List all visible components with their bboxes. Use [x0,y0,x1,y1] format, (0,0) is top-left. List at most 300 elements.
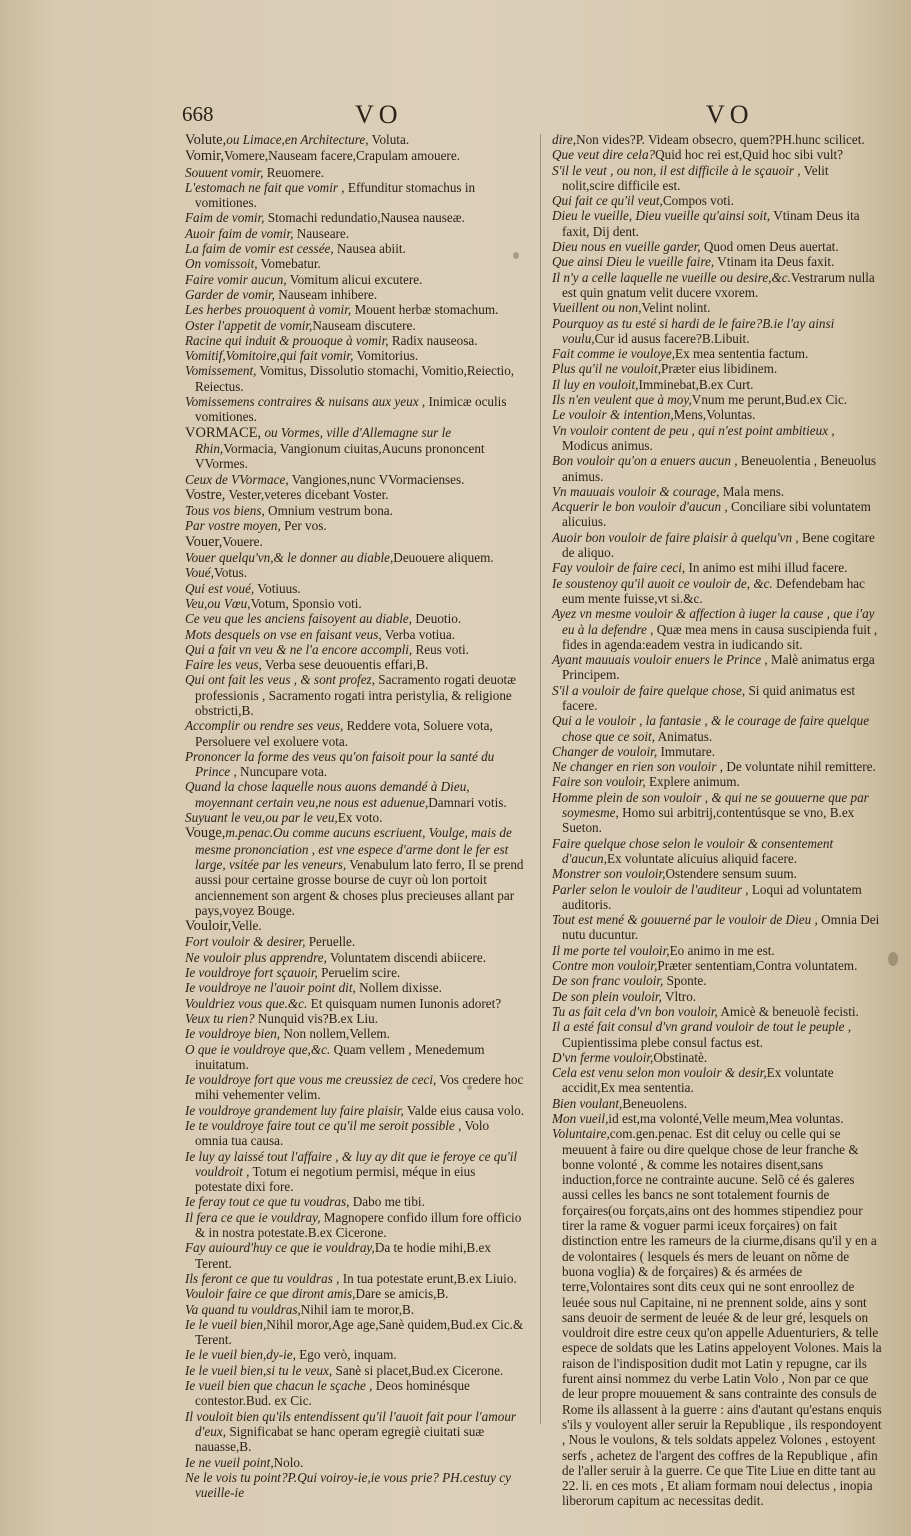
dictionary-entry [552,836,882,867]
dictionary-entry [185,718,525,749]
dictionary-entry [185,565,525,580]
entry-latin-translation: Vestrarum nulla est quin gnatum velit ducere vxorem. [562,269,875,300]
entry-french-phrase: Voluntaire, [552,1126,610,1142]
right-column [552,132,882,1509]
entry-french-phrase: S'il le veut , ou non, il est difficile à le sçauoir , [552,162,801,178]
dictionary-entry [185,1302,525,1317]
entry-latin-translation: Mouent herbæ stomachum. [351,302,499,318]
entry-latin-translation: Quam vellem , Menedemum inuitatum. [195,1041,485,1072]
entry-latin-translation: Defendebam hac eum mente fuisse,vt si.&c. [562,575,865,606]
entry-french-phrase: ou Limace,en Architecture, [226,132,369,147]
dictionary-entry [185,256,525,271]
dictionary-entry [185,550,525,565]
dictionary-entry [185,980,525,995]
entry-french-phrase: Faire vomir aucun, [185,271,287,287]
dictionary-entry [552,530,882,561]
entry-french-phrase: O que ie vouldroye que,&c. [185,1041,331,1057]
entry-french-phrase: Va quand tu vouldras, [185,1301,301,1317]
entry-french-phrase: Ie vouldroye fort sçauoir, [185,965,318,981]
entry-french-phrase: Faim de vomir, [185,210,265,226]
left-running-title: VO [355,100,403,129]
entry-latin-translation: Vomitorius. [353,348,419,364]
entry-french-phrase: Veux tu rien? [185,1010,255,1026]
dictionary-entry [185,950,525,965]
dictionary-entry [185,779,525,810]
dictionary-entry [552,377,882,392]
entry-french-phrase: Ie le vueil bien,dy-ie, [185,1347,296,1363]
entry-latin-translation: Nauseare. [293,225,350,241]
entry-headword: Volute, [185,132,227,148]
dictionary-entry [552,989,882,1004]
entry-french-phrase: dire, [552,132,577,147]
entry-french-phrase: Tout est mené & gouuerné par le vouloir de Dieu , [552,912,818,928]
entry-latin-translation: Vtinam ita Deus faxit. [714,254,835,270]
entry-latin-translation: Cupientissima plebe consul factus est. [562,1034,764,1050]
dictionary-entry [185,1455,525,1470]
entry-french-phrase: Veu,ou Vœu, [185,595,251,611]
entry-latin-translation: Eo animo in me est. [669,942,775,958]
entry-latin-translation: Amicè & beneuolè fecisti. [717,1003,859,1019]
entry-latin-translation: Conciliare sibi voluntatem alicuius. [562,499,871,530]
dictionary-entry [552,484,882,499]
dictionary-entry [185,148,525,164]
entry-french-phrase: Cela est venu selon mon vouloir & desir, [552,1065,767,1081]
dictionary-entry [185,596,525,611]
entry-french-phrase: Auoir faim de vomir, [185,225,294,241]
entry-latin-translation: Beneuolentia , Beneuolus animus. [562,453,877,484]
entry-french-phrase: Il me porte tel vouloir, [552,942,670,958]
dictionary-entry [185,1347,525,1362]
left-column [185,132,525,1500]
entry-latin-translation: In tua potestate erunt,B.ex Liuio. [339,1270,517,1286]
entry-latin-translation: Compos voti. [662,193,734,209]
entry-latin-translation: Verba sese deuouentis effari,B. [261,657,429,673]
entry-latin-translation: Vomebatur. [257,256,321,272]
entry-latin-translation: id est,ma volonté,Velle meum,Mea voluntas. [608,1111,844,1126]
entry-french-phrase: Fay vouloir de faire ceci, [552,560,686,576]
entry-latin-translation: Ex voto. [337,810,383,826]
dictionary-entry [552,973,882,988]
entry-french-phrase: Ie vouldroye grandement luy faire plaisir, [185,1102,404,1118]
entry-latin-translation: Stomachi redundatio,Nausea nauseæ. [264,210,465,226]
entry-french-phrase: Ils feront ce que tu vouldras , [185,1270,340,1286]
entry-latin-translation: Effunditur stomachus in vomitiones. [195,179,476,211]
entry-french-phrase: Les herbes prouoquent à vomir, [185,302,352,318]
dictionary-entry [552,774,882,789]
dictionary-entry [185,934,525,949]
dictionary-entry [185,333,525,348]
dictionary-entry [185,1240,525,1271]
dictionary-entry [185,394,525,425]
entry-french-phrase: Fay auiourd'huy ce que ie vouldray, [185,1240,375,1256]
entry-latin-translation: Deos hominésque contestor.Bud. ex Cic. [195,1378,470,1409]
entry-french-phrase: Ne vouloir plus apprendre, [185,949,327,965]
dictionary-entry [185,272,525,287]
page-header [0,100,911,130]
dictionary-entry [552,713,882,744]
dictionary-entry [185,302,525,317]
dictionary-entry [552,346,882,361]
entry-latin-translation: Obstinatè. [653,1049,708,1065]
entry-latin-translation: Deuouere aliquem. [393,550,494,566]
entry-latin-translation: Vtinam Deus ita faxit, Dij dent. [562,208,860,239]
dictionary-entry [552,958,882,973]
entry-french-phrase: Ie le vueil bien,si tu le veux, [185,1362,333,1378]
dictionary-entry [552,759,882,774]
entry-french-phrase: La faim de vomir est cessée, [185,241,334,257]
entry-french-phrase: Ie vouldroye ne l'auoir point dit, [185,980,356,996]
entry-french-phrase: Qui a le vouloir , la fantasie , & le courage de faire quelque chose que ce soit, [552,713,870,744]
dictionary-entry [185,672,525,718]
entry-french-phrase: Ayez vn mesme vouloir & affection à iuger la cause , que i'ay eu à la defendre , [552,606,875,637]
entry-latin-translation: Nauseam discutere. [312,317,416,333]
entry-latin-translation: Per vos. [280,518,327,534]
entry-latin-translation: Imminebat,B.ex Curt. [638,376,754,392]
entry-french-phrase: Ie vouldroye fort que vous me creussiez de ceci, [185,1072,437,1088]
entry-latin-translation: Immutare. [657,743,715,759]
entry-latin-translation: Verba votiua. [381,626,456,642]
entry-latin-translation: Nunquid vis?B.ex Liu. [254,1010,379,1026]
dictionary-entry [185,996,525,1011]
dictionary-entry [185,918,525,934]
entry-french-phrase: Parler selon le vouloir de l'auditeur , [552,881,749,897]
dictionary-entry [185,1470,525,1501]
dictionary-entry [185,611,525,626]
entry-latin-translation: Vester,veteres dicebant Voster. [225,486,389,502]
entry-french-phrase: Le vouloir & intention, [552,407,674,423]
entry-latin-translation: Radix nauseosa. [388,332,478,348]
dictionary-entry [185,825,525,918]
dictionary-entry [552,316,882,347]
entry-latin-translation: Reuomere. [263,164,325,180]
entry-french-phrase: Fort vouloir & desirer, [185,934,306,950]
entry-latin-translation: Reddere vota, Soluere vota, Persoluere vel exoluere vota. [195,718,493,749]
entry-latin-translation: Vormacia, Vangionum ciuitas,Aucuns prononcent VVormes. [195,440,485,472]
dictionary-entry [185,226,525,241]
dictionary-entry [185,348,525,363]
column-divider [540,134,541,1424]
dictionary-entry [185,749,525,780]
entry-latin-translation: Nuncupare vota. [236,764,328,780]
dictionary-entry [552,193,882,208]
entry-latin-translation: Vltro. [661,988,697,1004]
entry-french-phrase: Que ainsi Dieu le vueille faire, [552,254,715,270]
dictionary-entry [552,1019,882,1050]
dictionary-entry [552,652,882,683]
dictionary-entry [552,132,882,147]
entry-latin-translation: Explere animum. [645,774,740,790]
entry-latin-translation: Sacramento rogati deuotæ professionis , Sacramento rogati intra peristylia, & religione obstricti,B. [195,672,516,718]
entry-french-phrase: Vn vouloir content de peu , qui n'est point ambitieux , [552,422,835,438]
entry-french-phrase: De son plein vouloir, [552,988,662,1004]
entry-french-phrase: Qui ont fait les veus , & sont profez, [185,672,375,688]
entry-latin-translation: Reus voti. [412,641,469,657]
entry-french-phrase: Il luy en vouloit, [552,376,639,392]
entry-french-phrase: Ie ne vueil point, [185,1454,274,1470]
entry-latin-translation: Modicus animus. [562,437,653,453]
dictionary-entry [185,487,525,503]
dictionary-entry [552,683,882,714]
entry-french-phrase: Ce veu que les anciens faisoyent au diable, [185,611,413,627]
dictionary-entry [552,163,882,194]
dictionary-entry [552,1126,882,1508]
entry-latin-translation: Præter eius libidinem. [661,361,778,377]
entry-latin-translation: Velint nolint. [641,300,711,316]
entry-latin-translation: Velle. [231,918,262,934]
dictionary-entry [185,627,525,642]
entry-french-phrase: Ceux de VVormace, [185,471,289,487]
entry-french-phrase: Faire les veus, [185,657,262,673]
entry-latin-translation: Ostendere sensum suum. [665,866,797,882]
entry-latin-translation: Loqui ad voluntatem auditoris. [562,881,862,912]
entry-french-phrase: Vueillent ou non, [552,300,642,316]
entry-french-phrase: Faire quelque chose selon le vouloir & consentement d'aucun, [552,835,834,866]
entry-french-phrase: Il vouloit bien qu'ils entendissent qu'il l'auoit fait pour l'amour d'eux, [185,1408,517,1439]
entry-latin-translation: Vomitum alicui excutere. [286,271,423,287]
entry-french-phrase: Vouldriez vous que.&c. [185,995,308,1011]
entry-latin-translation: Omnia Dei nutu ducuntur. [562,912,880,943]
entry-latin-translation: Sponte. [663,973,707,989]
dictionary-entry [552,407,882,422]
entry-latin-translation: Vouere. [222,533,263,549]
dictionary-entry [185,1210,525,1241]
dictionary-entry [185,210,525,225]
entry-latin-translation: Vomere,Nauseam facere,Crapulam amouere. [224,148,460,164]
entry-latin-translation: Si quid animatus est facere. [562,682,856,713]
dictionary-entry [185,287,525,302]
dictionary-entry [185,810,525,825]
entry-french-phrase: Il n'y a celle laquelle ne vueille ou desire,&c. [552,269,791,285]
entry-latin-translation: Nolo. [273,1454,304,1470]
dictionary-entry [185,241,525,256]
entry-latin-translation: Votiuus. [254,580,301,596]
entry-latin-translation: Beneuolens. [622,1095,688,1111]
entry-latin-translation: Quæ mea mens in causa suscipienda fuit , fides in agenda:eadem vestra in iudicando sit. [562,621,878,652]
entry-latin-translation: Ex mea sententia factum. [675,346,809,362]
entry-latin-translation: Voluntatem discendi abiicere. [326,949,487,965]
dictionary-entry [185,1011,525,1026]
entry-french-phrase: Garder de vomir, [185,286,275,302]
entry-french-phrase: Ne changer en rien son vouloir , [552,759,724,775]
entry-french-phrase: Voué, [185,565,214,581]
dictionary-entry [185,965,525,980]
dictionary-entry [185,503,525,518]
entry-latin-translation: De voluntate nihil remittere. [723,759,876,775]
entry-latin-translation: Quod omen Deus auertat. [700,239,839,255]
entry-latin-translation: Vnum me perunt,Bud.ex Cic. [691,392,848,408]
entry-french-phrase: Pourquoy as tu esté si hardi de le faire?B.ie l'ay ainsi voulu, [552,315,835,346]
entry-headword: VORMACE, [185,424,262,441]
entry-french-phrase: Mots desquels on vse en faisant veus, [185,626,382,642]
entry-french-phrase: Qui est voué, [185,580,255,596]
entry-headword: Vouge, [185,825,226,842]
entry-french-phrase: Vomissement, [185,363,257,379]
entry-french-phrase: Bien voulant, [552,1095,623,1111]
entry-french-phrase: Contre mon vouloir, [552,958,658,974]
entry-french-phrase: Vomissemens contraires & nuisans aux yeux , [185,394,426,410]
entry-latin-translation: Nauseam inhibere. [274,286,378,302]
entry-french-phrase: Homme plein de son vouloir , & qui ne se gouuerne que par soymesme, [552,789,869,821]
entry-latin-translation: Magnopere confido illum fore officio & in nostra potestate.B.ex Cicerone. [195,1209,522,1241]
entry-french-phrase: Ie te vouldroye faire tout ce qu'il me seroit possible , [185,1118,462,1133]
entry-latin-translation: In animo est mihi illud facere. [685,560,848,576]
dictionary-entry [552,239,882,254]
entry-french-phrase: Faire son vouloir, [552,774,646,790]
dictionary-entry [185,657,525,672]
entry-french-phrase: Racine qui induit & prouoque à vomir, [185,332,389,348]
dictionary-entry [552,392,882,407]
dictionary-entry [185,581,525,596]
dictionary-entry [552,1096,882,1111]
entry-french-phrase: Il a esté fait consul d'vn grand vouloir de tout le peuple , [552,1019,852,1035]
dictionary-entry [185,1026,525,1041]
ink-spot [888,952,898,966]
dictionary-entry [185,642,525,657]
entry-latin-translation: Volo omnia tua causa. [195,1118,490,1149]
dictionary-entry [552,943,882,958]
dictionary-entry [185,534,525,550]
dictionary-entry [185,165,525,180]
entry-latin-translation: com.gen.penac. Est dit celuy ou celle qui se meuuent à faire ou dire quelque chose de leur franche & bonne volonté , & comme les notaires disent,sans induction,force ne contrainte aucune. Selõ cé és galeres aussi celles les bancs ne sont totalement fournis de forçaires(ou forçats,ains ont des hommes stipendiez pour tirer la rame & voguer parmi iceux forçaires) on fait distinction entre les rameurs de la ciurme,disans qu'il y en a de volontaires ( lesquels és mers de leuant on nõme de buona voglia) & de forçaires) & és armées de terre,Volontaires sont dits ceux qui ne sont enroollez de leuée sous nul Capitaine, ni ne prennent solde, ains y sont sans deuoir de serment de leuée & de leur gré, lesquels on vouldroit dire estre ceux qu'on appelle Aduenturiers, & telle espece de soldats que les Latins appeloyent Volones. Mais la raison de l'indisposition dudit mot Latin y repugne, car ils furent ainsi nommez du verbe Latin Volo , Non par ce que de leur propre mouuement & sans contrainte des consuls de Rome ils allassent à la guerre : ains d'autant qu'estans enquis s'ils y vouloyent aller seruir la Republique , ils respondoyent , Nous le voulons, & tels soldats appelez Volones , estoyent serfs , achetez de l'argent des coffres de la Republique , afin de l'aller seruir à la guerre. Ce que Tite Liue en ditte tant au 22. li. en ces mots , Et aliam formam noui delectus , inopia liberorum capitum ac necessitas dedit. [562,1126,882,1509]
entry-french-phrase: S'il a vouloir de faire quelque chose, [552,682,746,698]
entry-french-phrase: Ie luy ay laissé tout l'affaire , & luy ay dit que ie feroye ce qu'il vouldroit , [185,1148,518,1179]
right-running-title: VO [706,100,754,129]
entry-french-phrase: D'vn ferme vouloir, [552,1049,654,1065]
entry-latin-translation: Peruelim scire. [317,965,401,981]
dictionary-entry [552,270,882,301]
entry-french-phrase: Quand la chose laquelle nous auons demandé à Dieu, moyennant certain veu,ne nous est aduenue, [185,779,470,810]
entry-french-phrase: Bon vouloir qu'on a enuers aucun , [552,453,738,469]
entry-latin-translation: Cur id ausus facere?B.Libuit. [594,330,750,346]
entry-french-phrase: Par vostre moyen, [185,518,281,534]
entry-french-phrase: Vomitif,Vomitoire,qui fait vomir, [185,348,354,364]
entry-french-phrase: Changer de vouloir, [552,743,658,759]
entry-french-phrase: Ie feray tout ce que tu voudras, [185,1194,350,1210]
dictionary-entry [185,1149,525,1195]
entry-headword: Vouer, [185,533,223,550]
dictionary-entry [185,472,525,487]
entry-latin-translation: Ex voluntate alicuius aliquid facere. [606,850,797,866]
entry-french-phrase: ou Vormes, ville d'Allemagne sur le Rhin, [195,424,452,456]
entry-latin-translation: Omnium vestrum bona. [264,503,393,519]
entry-latin-translation: Vomitus, Dissolutio stomachi, Vomitio,Reiectio, Reiectus. [195,363,515,394]
dictionary-entry [185,1271,525,1286]
dictionary-entry [552,560,882,575]
entry-french-phrase: m.penac.Ou comme aucuns escriuent, Voulge, mais de mesme prononciation , est vne espece d'arme dont le fer est large, vsitée par les veneurs, [195,825,512,872]
entry-latin-translation: Votus. [213,565,248,581]
entry-latin-translation: Peruelle. [305,934,356,950]
dictionary-entry [552,744,882,759]
entry-french-phrase: L'estomach ne fait que vomir , [185,179,345,195]
entry-latin-translation: Inimicæ oculis vomitiones. [195,394,507,425]
entry-french-phrase: Ils n'en veulent que à moy, [552,392,692,408]
entry-latin-translation: Nihil moror,Age age,Sanè quidem,Bud.ex Cic.& Terent. [195,1316,524,1348]
entry-latin-translation: Totum ei negotium permisi, méque in eius potestate dixi fore. [195,1163,476,1195]
dictionary-entry [552,912,882,943]
entry-french-phrase: Souuent vomir, [185,164,264,180]
dictionary-entry [552,208,882,239]
entry-latin-translation: Malè animatus erga Principem. [562,652,875,683]
entry-french-phrase: Suyuant le veu,ou par le veu, [185,810,338,826]
dictionary-entry [552,576,882,607]
entry-latin-translation: Et quisquam numen Iunonis adoret? [307,995,502,1011]
entry-french-phrase: Que veut dire cela? [552,147,656,163]
dictionary-entry [185,1286,525,1301]
dictionary-entry [552,300,882,315]
entry-french-phrase: Ie vouldroye bien, [185,1026,281,1042]
entry-french-phrase: Tous vos biens, [185,503,265,519]
dictionary-entry [185,1317,525,1348]
dictionary-entry [552,423,882,454]
dictionary-entry [552,866,882,881]
dictionary-entry [552,147,882,162]
entry-latin-translation: Animatus. [655,728,713,744]
entry-french-phrase: Plus qu'il ne vouloit, [552,361,662,377]
entry-latin-translation: Velit nolit,scire difficile est. [562,162,829,193]
dictionary-entry [185,425,525,472]
entry-latin-translation: Valde eius causa volo. [403,1102,525,1118]
entry-latin-translation: Nausea abiit. [333,241,406,257]
dictionary-entry [552,499,882,530]
dictionary-entry [552,254,882,269]
dictionary-entry [552,1050,882,1065]
entry-french-phrase: Dieu le vueille, Dieu vueille qu'ainsi soit, [552,208,771,224]
entry-french-phrase: De son franc vouloir, [552,973,664,989]
entry-latin-translation: Voluta. [368,132,410,147]
entry-french-phrase: Qui a fait vn veu & ne l'a encore accompli, [185,641,413,657]
dictionary-entry [185,180,525,211]
entry-french-phrase: Acquerir le bon vouloir d'aucun , [552,499,728,515]
entry-latin-translation: Bene cogitare de aliquo. [562,529,875,561]
dictionary-entry [185,1072,525,1103]
entry-latin-translation: Votum, Sponsio voti. [250,595,362,611]
page-number: 668 [182,102,214,126]
entry-french-phrase: Oster l'appetit de vomir, [185,317,313,333]
dictionary-entry [185,1363,525,1378]
entry-french-phrase: Vouer quelqu'vn,& le donner au diable, [185,550,394,566]
entry-latin-translation: Significabat se hanc operam egregiè ciuitati suæ nauasse,B. [195,1423,485,1455]
entry-french-phrase: Prononcer la forme des veus qu'on faisoit pour la santé du Prince , [185,748,495,780]
entry-latin-translation: Sanè si placet,Bud.ex Cicerone. [332,1362,504,1378]
entry-latin-translation: Quid hoc rei est,Quid hoc sibi vult? [655,147,844,163]
entry-french-phrase: Ayant mauuais vouloir enuers le Prince , [552,652,768,668]
entry-french-phrase: Auoir bon vouloir de faire plaisir à quelqu'vn , [552,529,799,545]
entry-headword: Vouloir, [185,918,232,935]
entry-latin-translation: Deuotio. [412,611,462,627]
entry-french-phrase: Mon vueil, [552,1111,609,1126]
entry-latin-translation: Dabo me tibi. [349,1194,425,1210]
dictionary-entry [185,132,525,148]
entry-latin-translation: Præter sententiam,Contra voluntatem. [657,958,858,974]
dictionary-entry [552,453,882,484]
entry-latin-translation: Nollem dixisse. [355,980,442,996]
entry-headword: Vostre, [185,486,226,503]
dictionary-entry [185,1042,525,1073]
entry-latin-translation: Dare se amicis,B. [355,1286,449,1302]
entry-latin-translation: Mens,Voluntas. [673,407,756,423]
entry-french-phrase: Ie vueil bien que chacun le sçache , [185,1378,373,1394]
entry-french-phrase: Tu as fait cela d'vn bon vouloir, [552,1003,718,1019]
entry-french-phrase: Vouloir faire ce que diront amis, [185,1286,356,1302]
dictionary-entry [185,1118,525,1149]
dictionary-entry [552,1065,882,1096]
dictionary-entry [552,790,882,836]
entry-latin-translation: Nihil iam te moror,B. [300,1301,415,1317]
dictionary-entry [185,363,525,394]
entry-french-phrase: Il fera ce que ie vouldray, [185,1209,321,1225]
entry-french-phrase: Qui fait ce qu'il veut, [552,193,663,209]
dictionary-entry [552,1004,882,1019]
